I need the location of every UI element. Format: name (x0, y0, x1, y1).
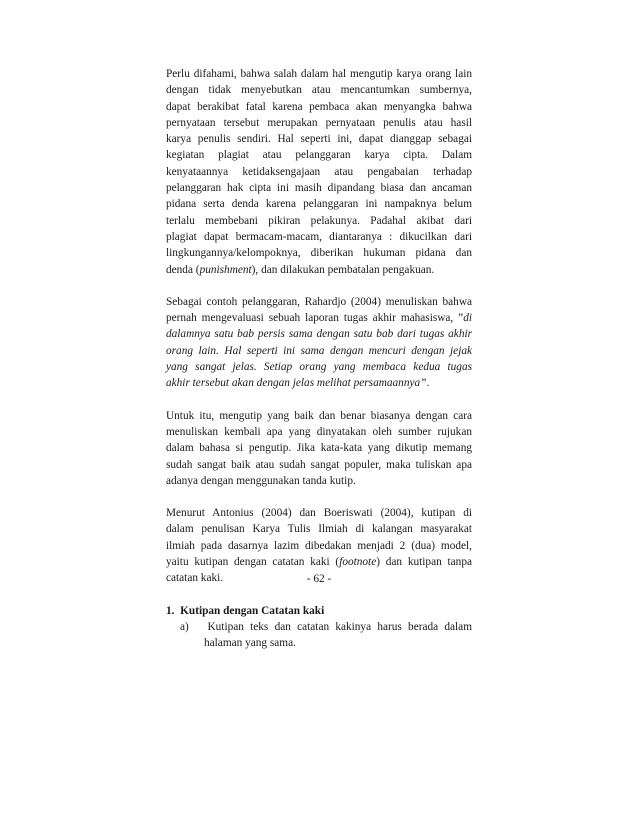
paragraph-1 (166, 66, 472, 278)
section-title: Kutipan dengan Catatan kaki (180, 604, 325, 617)
text-line (166, 554, 472, 570)
text-line (166, 262, 472, 278)
text-line: pernyataan tersebut merupakan pernyataan penulis atau hasil (166, 116, 472, 129)
text-run: ) dan kutipan tanpa (376, 556, 472, 569)
text-line: dalam bahasa si pengutip. Jika kata-kata yang dikutip memang (166, 442, 472, 455)
quoted-text: di (463, 312, 472, 325)
text-line (166, 343, 472, 359)
text-line: ilmiah pada dasarnya lazim dibedakan menjadi 2 (dua) model, (166, 539, 472, 552)
italic-term: punishment (199, 263, 252, 276)
text-line: pidana serta denda karena pelanggaran ini nampaknya belum (166, 198, 472, 211)
text-line: dapat berakibat fatal karena pembaca akan menyangka bahwa (166, 100, 472, 113)
italic-term: footnote (339, 556, 377, 569)
text-line: catatan kaki. (166, 572, 224, 585)
text-run: Kutipan teks dan catatan kakinya harus berada dalam (207, 620, 472, 633)
text-run: ), dan dilakukan pembatalan pengakuan. (251, 263, 435, 276)
text-line: dalam penulisan Karya Tulis Ilmiah di kalangan masyarakat (166, 523, 472, 536)
text-line: sudah sangat baik atau sudah sangat populer, maka tuliskan apa (166, 458, 472, 471)
text-line: adanya dengan menggunakan tanda kutip. (166, 474, 356, 487)
text-line: dengan tidak menyebutkan atau mencantumkan sumbernya, (166, 84, 472, 97)
text-run: . (426, 377, 430, 390)
quoted-text: orang lain. Hal seperti ini sama dengan mencuri dengan jejak (166, 344, 472, 357)
text-line: lingkungannya/kelompoknya, diberikan hukuman pidana dan (166, 247, 472, 260)
text-line (166, 326, 472, 342)
text-run: pernah mengevaluasi sebuah laporan tugas akhir mahasiswa, ” (166, 312, 464, 325)
section-number: 1. (166, 604, 175, 617)
page-number: - 62 - (306, 573, 332, 585)
text-run: yaitu kutipan dengan catatan kaki ( (166, 556, 340, 569)
text-line: Sebagai contoh pelanggaran, Rahardjo (2004) menuliskan bahwa (166, 295, 472, 308)
quoted-text: dalamnya satu bab persis sama dengan satu bab dari tugas akhir (166, 328, 472, 341)
text-line (180, 619, 472, 635)
text-line: kenyataannya ketidaksengajaan atau pengabaian terhadap (166, 165, 472, 178)
list-item (166, 619, 472, 652)
section-heading (166, 603, 472, 619)
text-line (166, 359, 472, 375)
quoted-text: yang sangat jelas. Setiap orang yang membaca kedua tugas (166, 361, 472, 374)
quoted-text: akhir tersebut akan dengan jelas melihat persamaannya” (166, 377, 427, 390)
text-line: terlalu membebani pikiran pelakunya. Padahal akibat dari (166, 214, 472, 227)
paragraph-2 (166, 294, 472, 392)
text-line: plagiat dapat bermacam-macam, diantaranya : dikucilkan dari (166, 230, 472, 243)
text-line: pelanggaran hak cipta ini masih dipandang biasa dan ancaman (166, 182, 472, 195)
text-line: Perlu difahami, bahwa salah dalam hal mengutip karya orang lain (166, 68, 472, 80)
item-marker: a) (180, 620, 189, 633)
text-line: Menurut Antonius (2004) dan Boeriswati (2004), kutipan di (166, 507, 472, 520)
text-line: menuliskan kembali apa yang dinyatakan oleh sumber rujukan (166, 425, 472, 438)
text-run: denda ( (166, 263, 200, 276)
text-line (166, 310, 472, 326)
text-line: Untuk itu, mengutip yang baik dan benar biasanya dengan cara (166, 409, 472, 422)
text-line (166, 375, 472, 391)
paragraph-3 (166, 408, 472, 489)
document-page (166, 66, 472, 652)
text-line: karya penulis sendiri. Hal seperti ini, dapat dianggap sebagai (166, 133, 472, 146)
text-line: kegiatan plagiat atau pelanggaran karya cipta. Dalam (166, 149, 472, 162)
text-line: halaman yang sama. (204, 637, 296, 650)
